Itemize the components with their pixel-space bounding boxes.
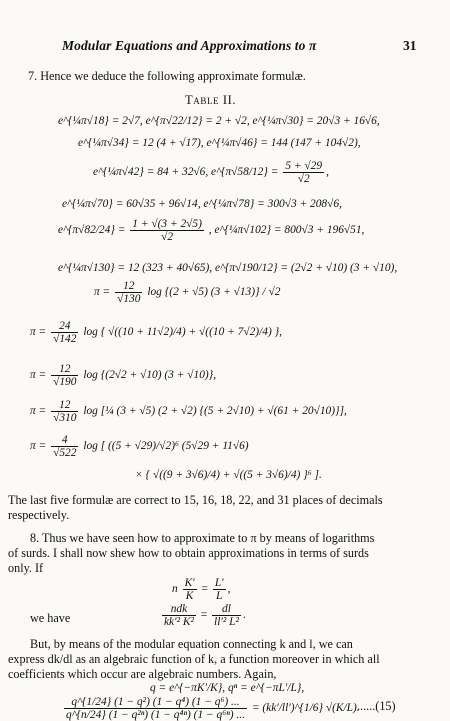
equation-row-4: e^{¼π√70} = 60√35 + 96√14, e^{¼π√78} = 300√3 + 208√6,	[62, 198, 342, 210]
section-8-line-1: 8. Thus we have seen how to approximate to π by means of logarithms	[30, 531, 375, 545]
pi-formula-5-continuation: × { √((9 + 3√6)/4) + √((5 + 3√6)/4) }⁶ ].	[135, 469, 322, 481]
page-number: 31	[403, 38, 417, 53]
pi-formula-5: π = $\frac{4}{√522}$ log [ ((5 + √29)/√2)⁶ (5√29 + 11√6)	[30, 434, 249, 459]
section-8-line-2: of surds. I shall now shew how to obtain approximations in terms of surds	[8, 546, 369, 560]
pi-formula-4: π = $\frac{12}{√310}$ log [¼ (3 + √5) (2 + √2) {(5 + 2√10) + √(61 + 20√10)}],	[30, 399, 347, 424]
equation-row-1: e^{¼π√18} = 2√7, e^{π√22/12} = 2 + √2, e^{¼π√30} = 20√3 + 16√6,	[58, 115, 380, 127]
pi-formula-2: π = $\frac{24}{√142}$ log { √((10 + 11√2)/4) + √((10 + 7√2)/4) },	[30, 320, 282, 345]
pi-formula-3: π = $\frac{12}{√190}$ log {(2√2 + √10) (3 + √10)},	[30, 363, 217, 388]
equation-row-5: e^{π√82/24} = $\frac{1 + √(3 + 2√5)}{√2}$ , e^{¼π√102} = 800√3 + 196√51,	[58, 218, 365, 243]
we-have-label: we have	[30, 611, 71, 625]
equation-15: $\frac{\text{q\textasciicircum{}\{1/24\} (1 − q²) (1 − q⁴) (1 − q⁶) ...}}{\text{q\textasciicircum{}\{n/24\} (1 − q²ⁿ) (1 − q⁴ⁿ) (1 − q⁶ⁿ) ...}}$ = (kk′/ll′)^{1/6} √(K/L).	[66, 696, 360, 721]
equation-row-6: e^{¼π√130} = 12 (323 + 40√65), e^{π√190/12} = (2√2 + √10) (3 + √10),	[58, 262, 398, 274]
table-title: Table II.	[185, 93, 237, 107]
paragraph-modular-line-1: But, by means of the modular equation connecting k and l, we can	[30, 637, 353, 651]
equation-row-3: e^{¼π√42} = 84 + 32√6, e^{π√58/12} = $\frac{5 + √29}{√2}$ ,	[93, 160, 329, 185]
q-definitions: q = e^{−πK′/K}, qⁿ = e^{−πL′/L},	[150, 682, 305, 694]
pi-formula-1: π = $\frac{12}{√130}$ log {(2 + √5) (3 + √13)} / √2	[94, 280, 281, 305]
modular-ratio-equation: n $\frac{K'}{K}$ = $\frac{L'}{L}$ ,	[172, 577, 231, 602]
section-8-line-3: only. If	[8, 561, 44, 575]
equation-row-2: e^{¼π√34} = 12 (4 + √17), e^{¼π√46} = 144 (147 + 104√2),	[78, 137, 361, 149]
differential-equation: $\frac{\text{ndk}}{\text{kk′² K²}}$ = $\frac{dl}{\text{ll′² L²}}$ .	[164, 603, 246, 628]
paragraph-accuracy-line-2: respectively.	[8, 508, 70, 522]
running-title: Modular Equations and Approximations to π	[62, 38, 317, 53]
equation-15-tag: ......(15)	[357, 699, 396, 713]
paragraph-modular-line-2: express dk/dl as an algebraic function of k, a function moreover in which all	[8, 652, 380, 666]
section-7-intro: 7. Hence we deduce the following approximate formulæ.	[28, 69, 306, 83]
paragraph-modular-line-3: coefficients which occur are algebraic numbers. Again,	[8, 667, 277, 681]
paragraph-accuracy-line-1: The last five formulæ are correct to 15, 16, 18, 22, and 31 places of decimals	[8, 493, 383, 507]
